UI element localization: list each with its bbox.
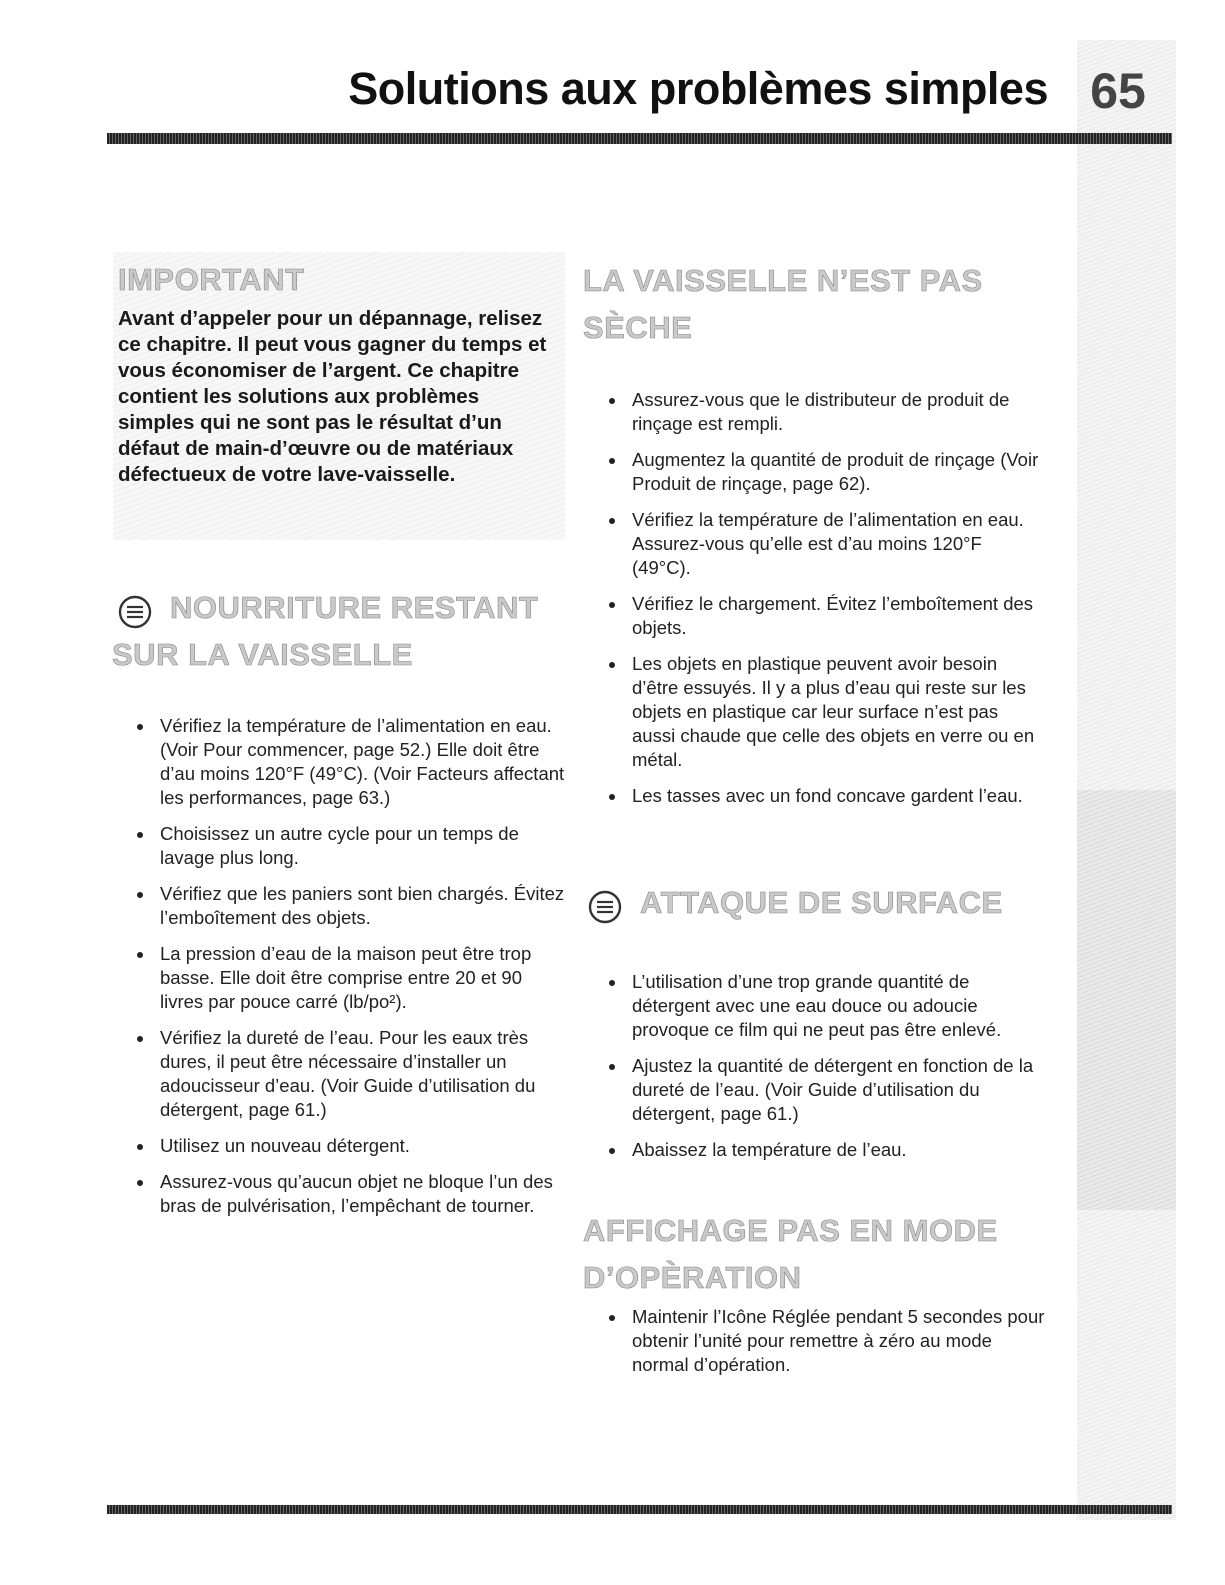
important-section bbox=[118, 257, 558, 488]
list-item: Assurez-vous que le distributeur de produit de rinçage est rempli. bbox=[585, 388, 1045, 436]
page-number: 65 bbox=[1090, 63, 1146, 119]
list-item: L’utilisation d’une trop grande quantité de détergent avec une eau douce ou adoucie provoque ce film qui ne peut pas être enlevé. bbox=[585, 970, 1045, 1042]
dry-list bbox=[585, 388, 1045, 820]
attack-list bbox=[585, 970, 1045, 1174]
attack-heading: ATTAQUE DE SURFACE bbox=[640, 885, 1003, 920]
list-item: Maintenir l’Icône Réglée pendant 5 secondes pour obtenir l’unité pour remettre à zéro au mode normal d’opération. bbox=[585, 1305, 1045, 1377]
list-item: Utilisez un nouveau détergent. bbox=[113, 1134, 568, 1158]
side-tab-background bbox=[1077, 40, 1176, 1520]
food-section-heading bbox=[112, 585, 578, 678]
list-item: Vérifiez que les paniers sont bien chargés. Évitez l’emboîtement des objets. bbox=[113, 882, 568, 930]
page-title: Solutions aux problèmes simples bbox=[348, 63, 1048, 114]
list-item: Les tasses avec un fond concave gardent l’eau. bbox=[585, 784, 1045, 808]
list-item: Augmentez la quantité de produit de rinçage (Voir Produit de rinçage, page 62). bbox=[585, 448, 1045, 496]
document-icon bbox=[588, 890, 622, 924]
list-item: La pression d’eau de la maison peut être trop basse. Elle doit être comprise entre 20 et 90 livres par pouce carré (lb/po²). bbox=[113, 942, 568, 1014]
list-item: Vérifiez le chargement. Évitez l’emboîtement des objets. bbox=[585, 592, 1045, 640]
list-item: Vérifiez la dureté de l’eau. Pour les eaux très dures, il peut être nécessaire d’installer un adoucisseur d’eau. (Voir Guide d’utilisation du détergent, page 61.) bbox=[113, 1026, 568, 1122]
display-section-heading bbox=[583, 1208, 1043, 1301]
dry-heading-line2: SÈCHE bbox=[583, 309, 693, 345]
bottom-divider bbox=[107, 1505, 1172, 1514]
side-tab-band bbox=[1077, 790, 1176, 1210]
food-list bbox=[113, 714, 568, 1230]
display-list bbox=[585, 1305, 1045, 1389]
list-item: Vérifiez la température de l’alimentation en eau. (Voir Pour commencer, page 52.) Elle doit être d’au moins 120°F (49°C). (Voir Facteurs affectant les performances, page 63.) bbox=[113, 714, 568, 810]
important-text: Avant d’appeler pour un dépannage, relisez ce chapitre. Il peut vous gagner du temps et vous économiser de l’argent. Ce chapitre contient les solutions aux problèmes simples qui ne sont pas le résultat d’un défaut de main-d’œuvre ou de matériaux défectueux de votre lave-vaisselle. bbox=[118, 306, 547, 486]
list-item: Abaissez la température de l’eau. bbox=[585, 1138, 1045, 1162]
list-item: Assurez-vous qu’aucun objet ne bloque l’un des bras de pulvérisation, l’empêchant de tourner. bbox=[113, 1170, 568, 1218]
food-heading-line2: SUR LA VAISSELLE bbox=[112, 636, 413, 672]
food-heading-line1: NOURRITURE RESTANT bbox=[170, 590, 539, 625]
dry-section-heading bbox=[583, 258, 1043, 351]
list-item: Choisissez un autre cycle pour un temps de lavage plus long. bbox=[113, 822, 568, 870]
list-item: Vérifiez la température de l’alimentation en eau. Assurez-vous qu’elle est d’au moins 120°F (49°C). bbox=[585, 508, 1045, 580]
top-divider bbox=[107, 133, 1172, 144]
display-heading-line1: AFFICHAGE PAS EN MODE bbox=[583, 1213, 998, 1248]
display-heading-line2: D’OPÈRATION bbox=[583, 1259, 802, 1295]
dry-heading-line1: LA VAISSELLE N’EST PAS bbox=[583, 263, 983, 298]
list-item: Ajustez la quantité de détergent en fonction de la dureté de l’eau. (Voir Guide d’utilisation du détergent, page 61.) bbox=[585, 1054, 1045, 1126]
attack-section-heading bbox=[588, 880, 1048, 927]
list-item: Les objets en plastique peuvent avoir besoin d’être essuyés. Il y a plus d’eau qui reste sur les objets en plastique car leur surface n’est pas aussi chaude que celle des objets en verre ou en métal. bbox=[585, 652, 1045, 772]
important-heading: IMPORTANT bbox=[118, 262, 305, 297]
document-icon bbox=[118, 595, 152, 629]
